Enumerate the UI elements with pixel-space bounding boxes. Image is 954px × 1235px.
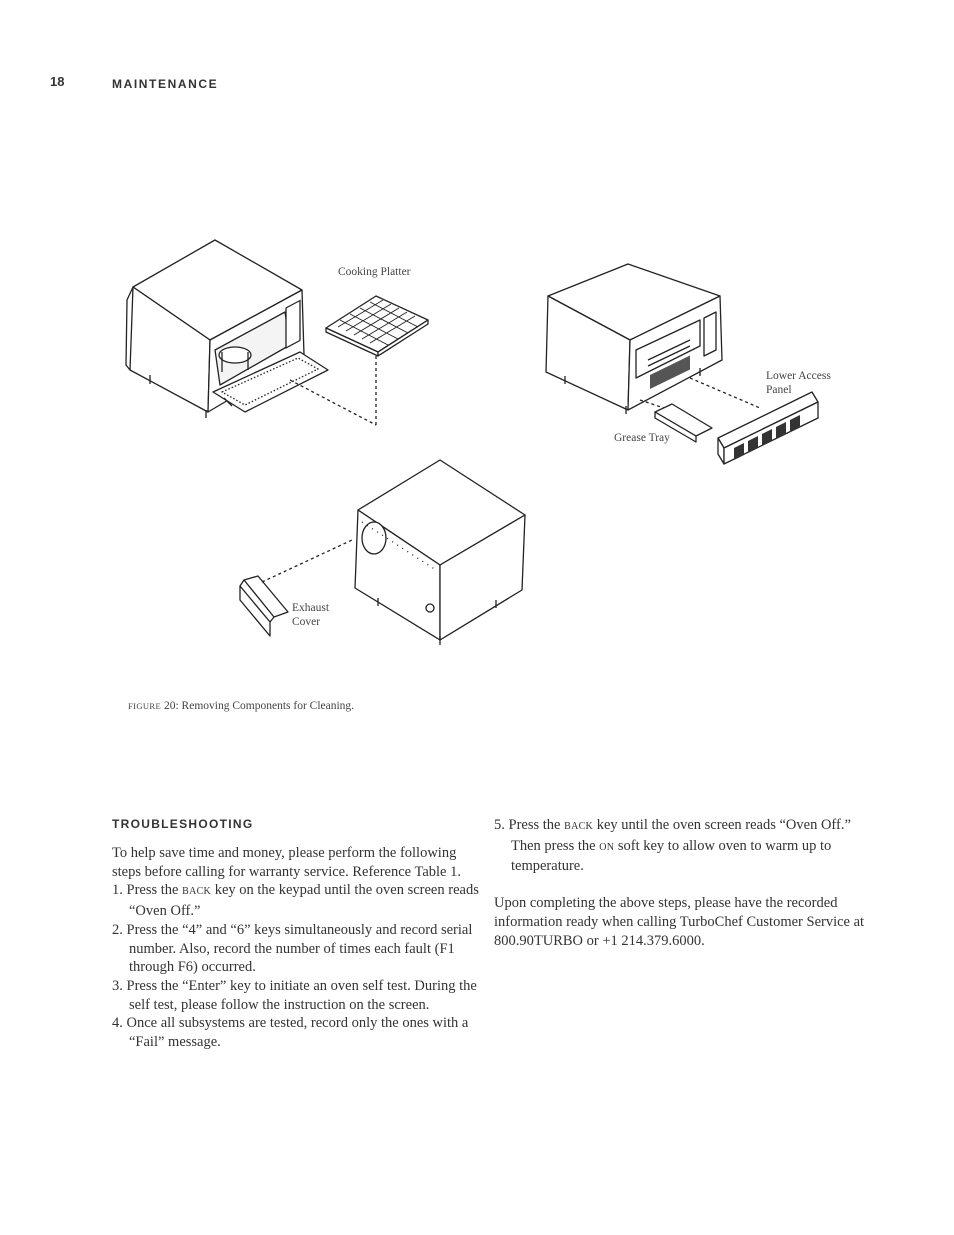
back-key: BACK bbox=[182, 886, 212, 898]
oven-door-open-illustration bbox=[126, 240, 328, 418]
caption-text: 20: Removing Components for Cleaning. bbox=[161, 700, 355, 712]
grease-tray-label: Grease Tray bbox=[614, 432, 670, 444]
oven-back-illustration bbox=[355, 460, 525, 645]
exhaust-cover-illustration bbox=[240, 576, 288, 636]
step-2: 2. Press the “4” and “6” keys simultaneously and record serial number. Also, record the number of times each fault (F1 through F6) occurred. bbox=[112, 921, 473, 976]
oven-front-illustration bbox=[546, 264, 722, 414]
section-title: MAINTENANCE bbox=[112, 77, 219, 91]
lower-access-label-line1: Lower Access bbox=[766, 370, 831, 382]
steps-list bbox=[112, 881, 480, 1051]
step-4: 4. Once all subsystems are tested, record only the ones with a “Fail” message. bbox=[112, 1015, 469, 1051]
steps-list-continued bbox=[494, 816, 866, 876]
troubleshooting-right-column bbox=[494, 816, 866, 950]
closing-paragraph: Upon completing the above steps, please have the recorded information ready when calling TurboChef Customer Service at 800.90TURBO or +1 214.379.6000. bbox=[494, 895, 865, 949]
lower-access-label-line2: Panel bbox=[766, 384, 792, 396]
step-3: 3. Press the “Enter” key to initiate an oven self test. During the self test, please follow the instruction on the screen. bbox=[112, 977, 477, 1013]
step-5: 5. Press the BACK key until the oven screen reads “Oven Off.” Then press the ON soft key to allow oven to warm up to temperature. bbox=[494, 817, 851, 875]
on-key: ON bbox=[599, 841, 615, 853]
cooking-platter-label: Cooking Platter bbox=[338, 266, 411, 278]
lower-access-panel-illustration bbox=[718, 392, 818, 464]
step-1: 1. Press the BACK key on the keypad until the oven screen reads “Oven Off.” bbox=[112, 882, 479, 920]
intro-paragraph: To help save time and money, please perform the following steps before calling for warranty service. Reference Table 1. bbox=[112, 845, 461, 880]
exhaust-cover-label-line2: Cover bbox=[292, 616, 321, 628]
troubleshooting-heading: TROUBLESHOOTING bbox=[112, 817, 254, 831]
troubleshooting-left-column bbox=[112, 844, 480, 1052]
caption-prefix: FIGURE bbox=[128, 701, 162, 711]
figure-caption bbox=[128, 700, 354, 712]
cooking-platter-illustration bbox=[326, 296, 428, 356]
exhaust-cover-label-line1: Exhaust bbox=[292, 602, 330, 614]
back-key: BACK bbox=[564, 821, 594, 832]
page-number: 18 bbox=[50, 74, 65, 89]
